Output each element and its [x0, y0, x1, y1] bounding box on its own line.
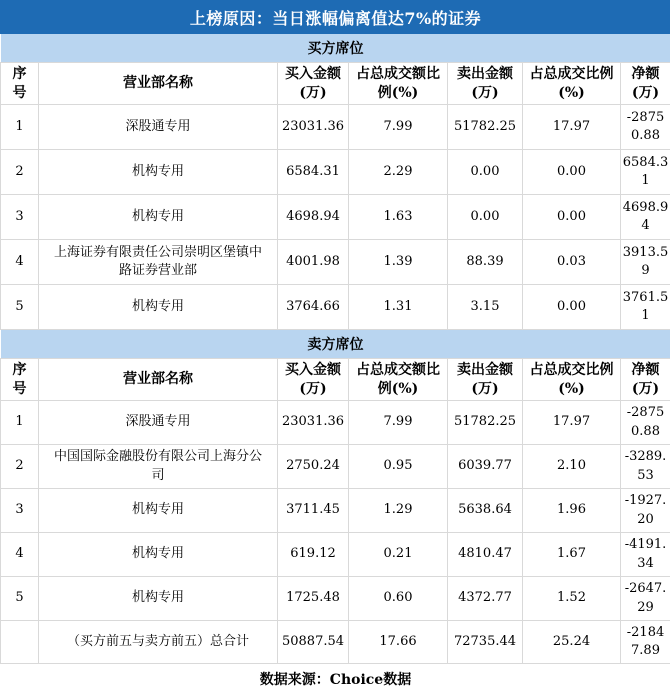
col-header-buy-amount: 买入金额(万) [278, 359, 349, 401]
sell-amount-cell: 5638.64 [448, 489, 523, 533]
sell-section-header: 卖方席位 [1, 330, 670, 359]
buy-pct-cell: 1.29 [349, 489, 448, 533]
net-amount-cell: -1927.20 [621, 489, 670, 533]
buy-pct-cell: 0.21 [349, 533, 448, 577]
net-amount-cell: -28750.88 [621, 105, 670, 150]
table-row [1, 401, 670, 445]
table-row [1, 150, 670, 195]
col-header-net: 净额(万) [621, 359, 670, 401]
table-row [1, 195, 670, 240]
table-row [1, 105, 670, 150]
sell-amount-cell: 88.39 [448, 240, 523, 285]
sell-amount-cell: 0.00 [448, 150, 523, 195]
buy-amount-cell: 2750.24 [278, 445, 349, 489]
sell-pct-cell: 0.00 [523, 150, 621, 195]
col-header-buy-amount: 买入金额(万) [278, 63, 349, 105]
sell-amount-cell: 0.00 [448, 195, 523, 240]
buy-pct-cell: 7.99 [349, 401, 448, 445]
sell-pct-cell: 0.00 [523, 285, 621, 330]
buy-amount-cell: 3711.45 [278, 489, 349, 533]
sell-amount-cell: 51782.25 [448, 401, 523, 445]
col-header-sell-pct: 占总成交比例(%) [523, 63, 621, 105]
branch-name-cell: 深股通专用 [39, 401, 278, 445]
sell-amount-cell: 3.15 [448, 285, 523, 330]
data-source-label: 数据来源：Choice数据 [1, 664, 670, 694]
buy-amount-cell: 6584.31 [278, 150, 349, 195]
branch-name-cell: 机构专用 [39, 533, 278, 577]
buy-pct-cell: 0.95 [349, 445, 448, 489]
table-row [1, 577, 670, 621]
net-amount-cell: 6584.31 [621, 150, 670, 195]
table-row [1, 489, 670, 533]
col-header-no: 序号 [1, 359, 39, 401]
seat-no-cell: 2 [1, 445, 39, 489]
branch-name-cell: 机构专用 [39, 150, 278, 195]
sell-amount-cell: 6039.77 [448, 445, 523, 489]
buy-amount-cell: 1725.48 [278, 577, 349, 621]
col-header-sell-pct: 占总成交比例(%) [523, 359, 621, 401]
branch-name-cell: 上海证券有限责任公司崇明区堡镇中路证券营业部 [39, 240, 278, 285]
buy-pct-cell: 2.29 [349, 150, 448, 195]
seat-no-cell: 4 [1, 533, 39, 577]
reason-banner: 上榜原因：当日涨幅偏离值达7%的证券 [1, 1, 670, 34]
table-row [1, 240, 670, 285]
seat-no-cell: 5 [1, 577, 39, 621]
buy-column-header-row [1, 63, 670, 105]
col-header-branch-name: 营业部名称 [39, 359, 278, 401]
sell-pct-cell: 1.67 [523, 533, 621, 577]
branch-name-cell: 机构专用 [39, 489, 278, 533]
buy-amount-cell: 4698.94 [278, 195, 349, 240]
net-amount-cell: 3913.59 [621, 240, 670, 285]
sell-amount-cell: 51782.25 [448, 105, 523, 150]
seat-no-cell [1, 621, 39, 664]
table-row [1, 533, 670, 577]
net-amount-cell: -4191.34 [621, 533, 670, 577]
branch-name-cell: 中国国际金融股份有限公司上海分公司 [39, 445, 278, 489]
sell-column-header-row [1, 359, 670, 401]
seat-no-cell: 1 [1, 401, 39, 445]
col-header-buy-pct: 占总成交额比例(%) [349, 359, 448, 401]
col-header-sell-amount: 卖出金额(万) [448, 359, 523, 401]
branch-name-cell: 机构专用 [39, 195, 278, 240]
grand-total-row [1, 621, 670, 664]
buy-amount-cell: 23031.36 [278, 401, 349, 445]
sell-pct-cell: 2.10 [523, 445, 621, 489]
seat-no-cell: 5 [1, 285, 39, 330]
sell-pct-cell: 0.03 [523, 240, 621, 285]
buy-amount-cell: 50887.54 [278, 621, 349, 664]
buy-pct-cell: 1.63 [349, 195, 448, 240]
buy-pct-cell: 17.66 [349, 621, 448, 664]
buy-pct-cell: 1.39 [349, 240, 448, 285]
sell-pct-cell: 17.97 [523, 105, 621, 150]
seat-no-cell: 2 [1, 150, 39, 195]
branch-name-cell: 机构专用 [39, 285, 278, 330]
col-header-no: 序号 [1, 63, 39, 105]
total-label-cell: （买方前五与卖方前五）总合计 [39, 621, 278, 664]
sell-pct-cell: 17.97 [523, 401, 621, 445]
branch-name-cell: 机构专用 [39, 577, 278, 621]
seat-no-cell: 3 [1, 195, 39, 240]
net-amount-cell: 3761.51 [621, 285, 670, 330]
buy-pct-cell: 7.99 [349, 105, 448, 150]
net-amount-cell: -28750.88 [621, 401, 670, 445]
buy-amount-cell: 4001.98 [278, 240, 349, 285]
buy-amount-cell: 23031.36 [278, 105, 349, 150]
seat-no-cell: 3 [1, 489, 39, 533]
net-amount-cell: -3289.53 [621, 445, 670, 489]
table-row [1, 285, 670, 330]
buy-amount-cell: 619.12 [278, 533, 349, 577]
sell-amount-cell: 4372.77 [448, 577, 523, 621]
col-header-branch-name: 营业部名称 [39, 63, 278, 105]
buy-section-header: 买方席位 [1, 34, 670, 63]
sell-pct-cell: 0.00 [523, 195, 621, 240]
seat-no-cell: 1 [1, 105, 39, 150]
net-amount-cell: -2647.29 [621, 577, 670, 621]
sell-amount-cell: 72735.44 [448, 621, 523, 664]
col-header-sell-amount: 卖出金额(万) [448, 63, 523, 105]
sell-pct-cell: 25.24 [523, 621, 621, 664]
sell-pct-cell: 1.52 [523, 577, 621, 621]
buy-pct-cell: 1.31 [349, 285, 448, 330]
net-amount-cell: -21847.89 [621, 621, 670, 664]
seat-no-cell: 4 [1, 240, 39, 285]
branch-name-cell: 深股通专用 [39, 105, 278, 150]
col-header-net: 净额(万) [621, 63, 670, 105]
sell-amount-cell: 4810.47 [448, 533, 523, 577]
table-row [1, 445, 670, 489]
net-amount-cell: 4698.94 [621, 195, 670, 240]
col-header-buy-pct: 占总成交额比例(%) [349, 63, 448, 105]
buy-amount-cell: 3764.66 [278, 285, 349, 330]
sell-pct-cell: 1.96 [523, 489, 621, 533]
buy-pct-cell: 0.60 [349, 577, 448, 621]
